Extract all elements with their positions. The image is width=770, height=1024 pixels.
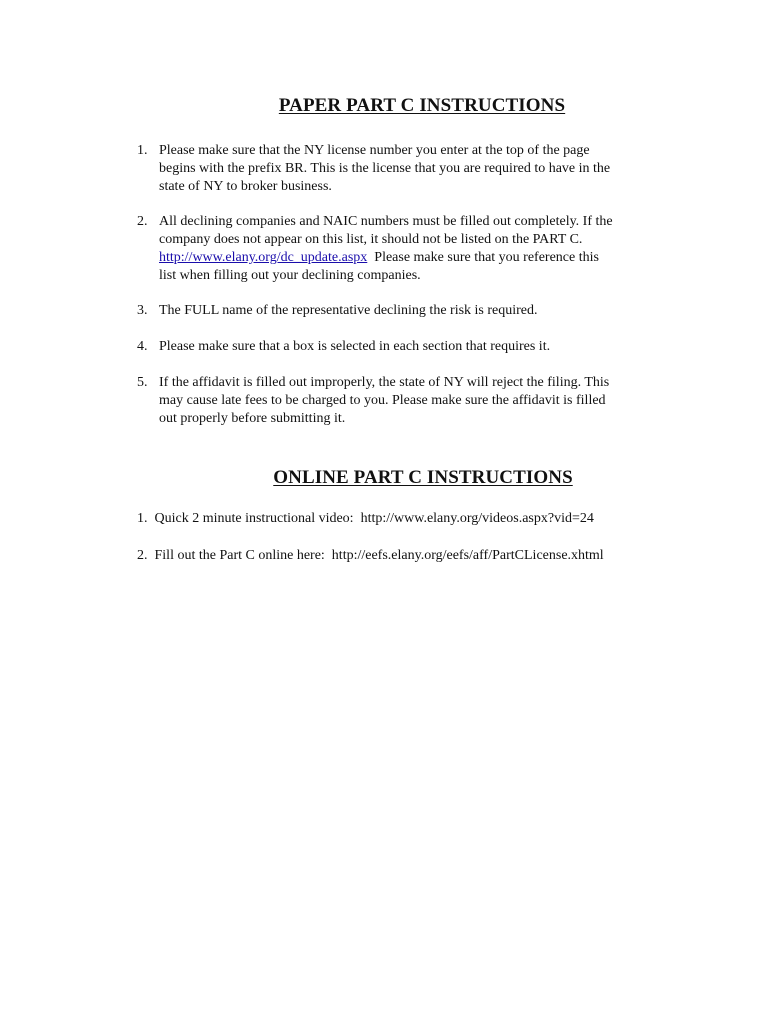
item-line: out properly before submitting it. — [159, 411, 346, 426]
item-number: 2. — [137, 214, 148, 229]
item-text — [159, 142, 659, 196]
item-line: state of NY to broker business. — [159, 179, 332, 194]
item-text — [159, 374, 659, 428]
online-instruction-item-2: 2. Fill out the Part C online here: http://eefs.elany.org/eefs/aff/PartCLicense.xhtml — [137, 548, 604, 563]
paper-instructions-heading: PAPER PART C INSTRUCTIONS — [278, 95, 566, 116]
item-line: The FULL name of the representative declining the risk is required. — [159, 303, 538, 318]
online-instruction-item-1: 1. Quick 2 minute instructional video: http://www.elany.org/videos.aspx?vid=24 — [137, 511, 594, 526]
item-number: 5. — [137, 375, 148, 390]
item-line: Please make sure that a box is selected in each section that requires it. — [159, 339, 551, 354]
item-text — [159, 213, 659, 285]
item-line: Please make sure that the NY license number you enter at the top of the page — [159, 143, 590, 158]
item-number: 1. — [137, 143, 148, 158]
dc-update-link[interactable]: http://www.elany.org/dc_update.aspx — [159, 250, 368, 265]
item-number: 3. — [137, 303, 148, 318]
item-line: If the affidavit is filled out improperly, the state of NY will reject the filing. This — [159, 375, 610, 390]
item-line: list when filling out your declining companies. — [159, 268, 421, 283]
item-text — [159, 338, 659, 356]
item-line: All declining companies and NAIC numbers must be filled out completely. If the — [159, 214, 613, 229]
after-link-text: Please make sure that you reference this — [367, 250, 599, 265]
item-line-with-link — [159, 249, 659, 267]
item-number: 4. — [137, 339, 148, 354]
item-line: begins with the prefix BR. This is the license that you are required to have in the — [159, 161, 611, 176]
item-line: company does not appear on this list, it should not be listed on the PART C. — [159, 232, 583, 247]
item-line: may cause late fees to be charged to you. Please make sure the affidavit is filled — [159, 393, 606, 408]
item-text — [159, 302, 659, 320]
online-instructions-heading: ONLINE PART C INSTRUCTIONS — [273, 467, 573, 488]
